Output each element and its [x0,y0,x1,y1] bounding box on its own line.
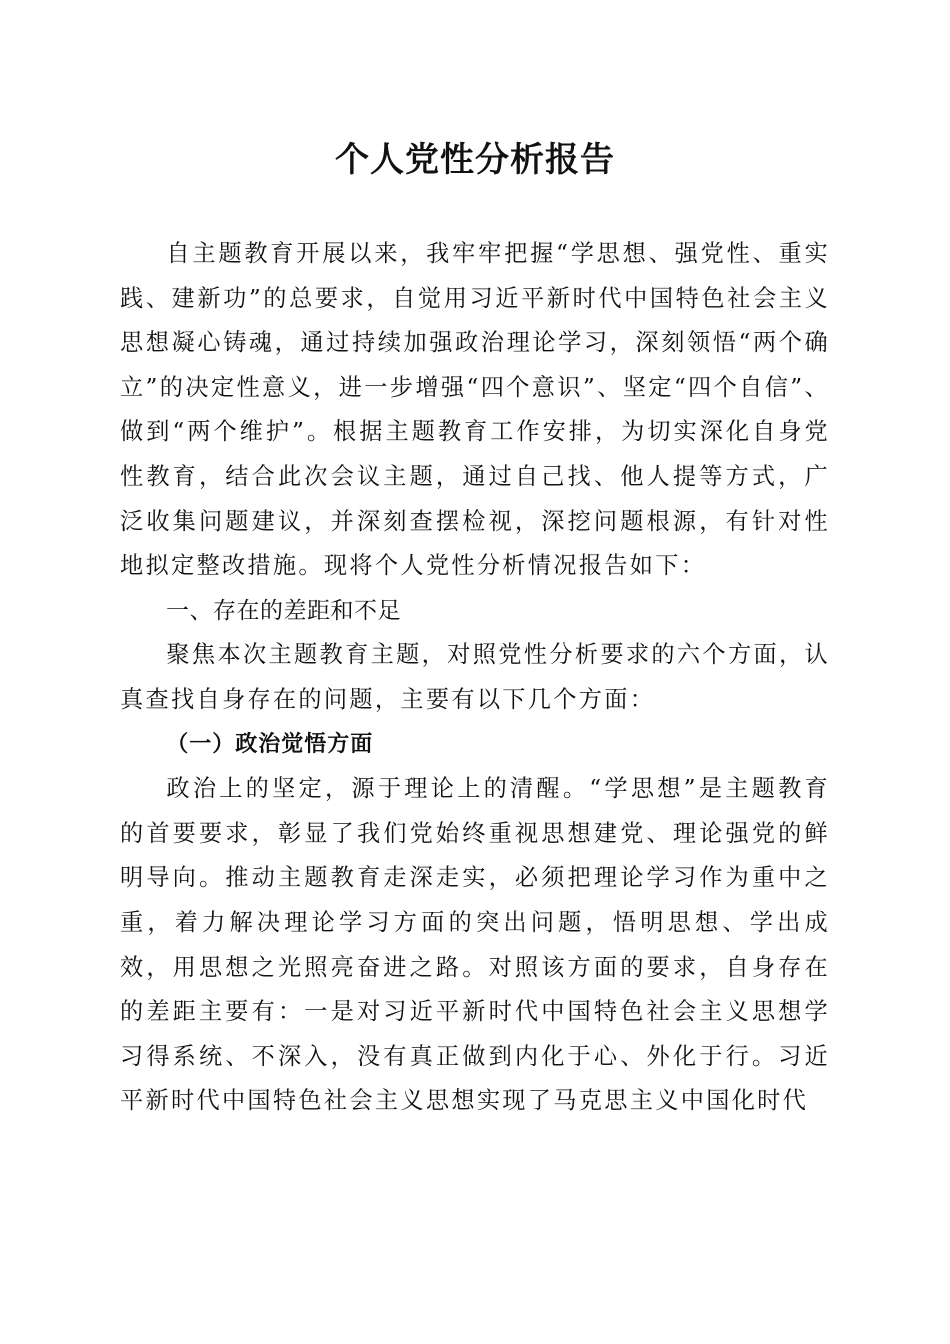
political-awareness-paragraph: 政治上的坚定，源于理论上的清醒。“学思想”是主题教育的首要要求，彰显了我们党始终重视思想建党、理论强党的鲜明导向。推动主题教育走深走实，必须把理论学习作为重中之重，着力解决理论学习方面的突出问题，悟明思想、学出成效，用思想之光照亮奋进之路。对照该方面的要求，自身存在的差距主要有：一是对习近平新时代中国特色社会主义思想学习得系统、不深入，没有真正做到内化于心、外化于行。习近平新时代中国特色社会主义思想实现了马克思主义中国化时代 [120,775,830,1115]
section-intro-paragraph: 聚焦本次主题教育主题，对照党性分析要求的六个方面，认真查找自身存在的问题，主要有以下几个方面： [120,641,830,713]
intro-paragraph: 自主题教育开展以来，我牢牢把握“学思想、强党性、重实践、建新功”的总要求，自觉用习近平新时代中国特色社会主义思想凝心铸魂，通过持续加强政治理论学习，深刻领悟“两个确立”的决定性意义，进一步增强“四个意识”、坚定“四个自信”、做到“两个维护”。根据主题教育工作安排，为切实深化自身党性教育，结合此次会议主题，通过自己找、他人提等方式，广泛收集问题建议，并深刻查摆检视，深挖问题根源，有针对性地拟定整改措施。现将个人党性分析情况报告如下： [120,240,830,580]
document-title: 个人党性分析报告 [335,140,615,180]
subsection-heading-1: （一）政治觉悟方面 [166,731,374,757]
document-body [120,232,830,1124]
section-heading-1: 一、存在的差距和不足 [166,597,401,624]
